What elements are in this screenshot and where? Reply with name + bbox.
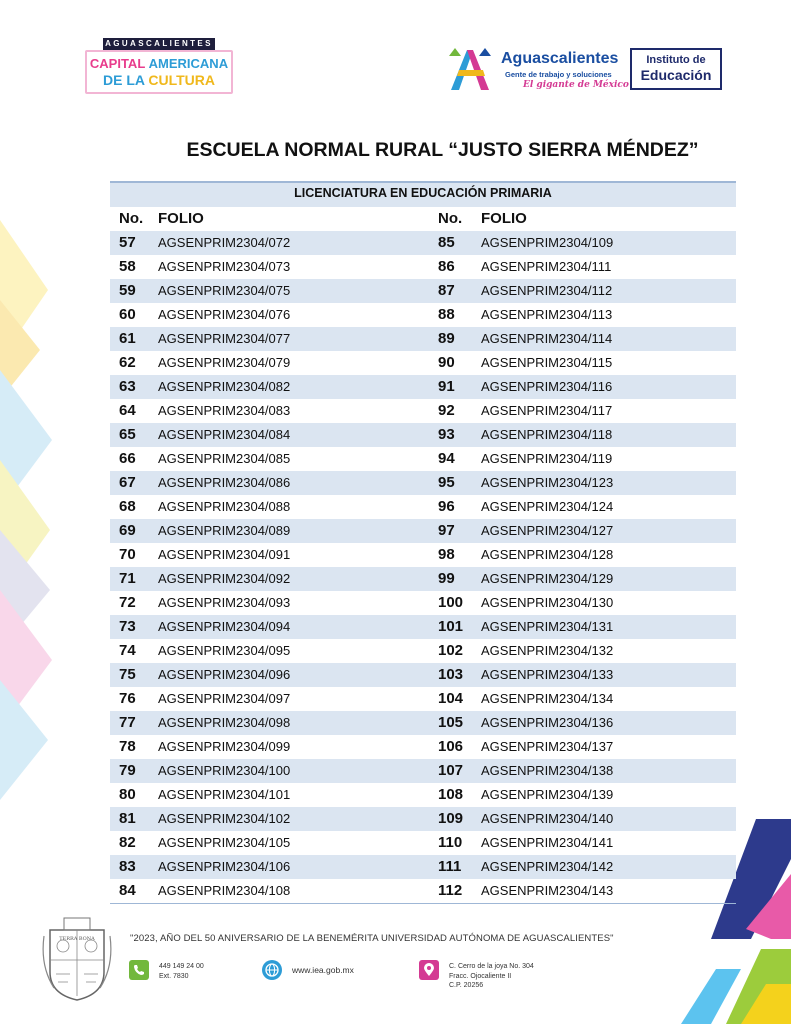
row-no-right: 88: [438, 306, 455, 323]
row-folio-right: AGSENPRIM2304/113: [481, 307, 613, 322]
row-no-left: 78: [119, 738, 136, 755]
table-row: [110, 255, 736, 279]
row-no-right: 106: [438, 738, 464, 755]
col-header-no-2: No.: [438, 210, 463, 227]
capital-logo-box: [85, 50, 233, 94]
aguascalientes-slogan: Gente de trabajo y soluciones: [505, 70, 612, 79]
row-folio-left: AGSENPRIM2304/092: [158, 571, 291, 586]
row-no-left: 73: [119, 618, 136, 635]
row-no-left: 81: [119, 810, 136, 827]
table-row: [110, 423, 736, 447]
row-folio-left: AGSENPRIM2304/072: [158, 235, 291, 250]
table-row: [110, 663, 736, 687]
row-no-right: 92: [438, 402, 455, 419]
row-no-left: 68: [119, 498, 136, 515]
row-no-left: 61: [119, 330, 136, 347]
row-no-right: 102: [438, 642, 464, 659]
capital-line1b: AMERICANA: [148, 56, 229, 71]
iea-line1: Instituto de: [646, 54, 706, 66]
row-no-left: 57: [119, 234, 136, 251]
row-no-left: 82: [119, 834, 136, 851]
row-no-left: 75: [119, 666, 136, 683]
row-folio-left: AGSENPRIM2304/082: [158, 379, 291, 394]
capital-line2b: CULTURA: [148, 72, 215, 88]
school-name: ESCUELA NORMAL RURAL “JUSTO SIERRA MÉNDEZ”: [186, 139, 699, 161]
table-column-headers: [110, 207, 736, 231]
table-row: [110, 807, 736, 831]
aguascalientes-title: Aguascalientes: [501, 50, 619, 67]
row-folio-left: AGSENPRIM2304/094: [158, 619, 291, 634]
row-folio-left: AGSENPRIM2304/077: [158, 331, 291, 346]
row-no-left: 79: [119, 762, 136, 779]
row-no-left: 63: [119, 378, 136, 395]
table-row: [110, 471, 736, 495]
row-folio-right: AGSENPRIM2304/129: [481, 571, 614, 586]
col-header-folio: FOLIO: [158, 210, 204, 227]
row-no-right: 112: [438, 882, 463, 899]
row-folio-right: AGSENPRIM2304/127: [481, 523, 614, 538]
row-folio-right: AGSENPRIM2304/124: [481, 499, 614, 514]
row-folio-left: AGSENPRIM2304/073: [158, 259, 291, 274]
row-folio-left: AGSENPRIM2304/099: [158, 739, 291, 754]
footer-phone: 449 149 24 00: [159, 963, 204, 970]
globe-icon: [262, 960, 282, 980]
row-no-right: 107: [438, 762, 464, 779]
table-row: [110, 639, 736, 663]
row-no-left: 72: [119, 594, 136, 611]
row-folio-right: AGSENPRIM2304/140: [481, 811, 614, 826]
table-row: [110, 447, 736, 471]
table-bottom-border: [110, 903, 736, 904]
seal-terra-bona-text: TERRA BONA: [59, 936, 95, 942]
row-no-right: 109: [438, 810, 464, 827]
state-seal-icon: [40, 916, 114, 1002]
row-folio-right: AGSENPRIM2304/142: [481, 859, 614, 874]
row-folio-left: AGSENPRIM2304/106: [158, 859, 291, 874]
row-folio-left: AGSENPRIM2304/098: [158, 715, 291, 730]
map-pin-icon: [419, 960, 439, 980]
row-no-left: 84: [119, 882, 136, 899]
aguascalientes-government-logo: [447, 46, 627, 96]
table-row: [110, 231, 736, 255]
table-row: [110, 543, 736, 567]
row-folio-right: AGSENPRIM2304/137: [481, 739, 614, 754]
row-folio-left: AGSENPRIM2304/101: [158, 787, 291, 802]
row-folio-left: AGSENPRIM2304/093: [158, 595, 291, 610]
row-folio-left: AGSENPRIM2304/076: [158, 307, 291, 322]
row-no-right: 108: [438, 786, 464, 803]
table-row: [110, 519, 736, 543]
year-motto: "2023, AÑO DEL 50 ANIVERSARIO DE LA BENEMÉRITA UNIVERSIDAD AUTÓNOMA DE AGUASCALIENTES": [130, 933, 614, 944]
row-no-right: 111: [438, 858, 462, 875]
table-row: [110, 831, 736, 855]
row-folio-left: AGSENPRIM2304/086: [158, 475, 291, 490]
table-row: [110, 351, 736, 375]
row-no-left: 66: [119, 450, 136, 467]
row-no-left: 70: [119, 546, 136, 563]
row-folio-left: AGSENPRIM2304/089: [158, 523, 291, 538]
row-folio-right: AGSENPRIM2304/116: [481, 379, 613, 394]
row-no-right: 89: [438, 330, 455, 347]
page-title: [0, 139, 791, 162]
row-no-left: 62: [119, 354, 136, 371]
row-folio-right: AGSENPRIM2304/143: [481, 883, 614, 898]
footer-website-link[interactable]: www.iea.gob.mx: [292, 965, 354, 975]
row-no-left: 69: [119, 522, 136, 539]
footer-address-2: Fracc. Ojocaliente II: [449, 972, 512, 980]
footer-ext: Ext. 7830: [159, 972, 189, 980]
table-row: [110, 495, 736, 519]
row-folio-right: AGSENPRIM2304/130: [481, 595, 614, 610]
instituto-de-educacion-logo: [630, 48, 722, 90]
row-folio-right: AGSENPRIM2304/131: [481, 619, 614, 634]
row-folio-right: AGSENPRIM2304/139: [481, 787, 614, 802]
row-folio-left: AGSENPRIM2304/108: [158, 883, 291, 898]
row-no-left: 64: [119, 402, 136, 419]
row-folio-right: AGSENPRIM2304/132: [481, 643, 614, 658]
table-row: [110, 615, 736, 639]
table-row: [110, 711, 736, 735]
row-folio-left: AGSENPRIM2304/100: [158, 763, 291, 778]
row-folio-left: AGSENPRIM2304/096: [158, 667, 291, 682]
table-row: [110, 279, 736, 303]
row-folio-right: AGSENPRIM2304/115: [481, 355, 613, 370]
decorative-chevrons-left: [0, 200, 60, 820]
row-folio-right: AGSENPRIM2304/118: [481, 427, 613, 442]
table-row: [110, 687, 736, 711]
capital-line1a: CAPITAL: [89, 56, 149, 71]
row-folio-right: AGSENPRIM2304/114: [481, 331, 613, 346]
table-row: [110, 783, 736, 807]
footer-address-1: C. Cerro de la joya No. 304: [449, 963, 534, 970]
row-folio-left: AGSENPRIM2304/088: [158, 499, 291, 514]
row-no-left: 74: [119, 642, 136, 659]
capital-line1: [87, 56, 231, 71]
row-no-left: 65: [119, 426, 136, 443]
row-no-right: 104: [438, 690, 464, 707]
capital-line2a: DE LA: [103, 72, 149, 88]
aguascalientes-a-icon: [447, 46, 493, 92]
row-folio-right: AGSENPRIM2304/128: [481, 547, 614, 562]
row-folio-left: AGSENPRIM2304/095: [158, 643, 291, 658]
row-no-left: 71: [119, 570, 136, 587]
row-folio-left: AGSENPRIM2304/085: [158, 451, 291, 466]
capital-top-label: AGUASCALIENTES: [103, 38, 215, 50]
row-no-right: 85: [438, 234, 455, 251]
row-folio-left: AGSENPRIM2304/079: [158, 355, 291, 370]
table-row: [110, 375, 736, 399]
row-folio-left: AGSENPRIM2304/091: [158, 547, 291, 562]
row-no-right: 105: [438, 714, 464, 731]
table-heading: LICENCIATURA EN EDUCACIÓN PRIMARIA: [110, 181, 736, 207]
row-no-right: 96: [438, 498, 455, 515]
col-header-folio-2: FOLIO: [481, 210, 527, 227]
row-no-right: 110: [438, 834, 463, 851]
row-folio-right: AGSENPRIM2304/123: [481, 475, 614, 490]
row-folio-right: AGSENPRIM2304/109: [481, 235, 614, 250]
row-folio-left: AGSENPRIM2304/083: [158, 403, 291, 418]
row-no-right: 100: [438, 594, 464, 611]
table-row: [110, 879, 736, 903]
row-folio-right: AGSENPRIM2304/133: [481, 667, 614, 682]
table-row: [110, 399, 736, 423]
row-no-left: 67: [119, 474, 136, 491]
row-folio-left: AGSENPRIM2304/075: [158, 283, 291, 298]
row-no-right: 91: [438, 378, 455, 395]
row-no-right: 87: [438, 282, 455, 299]
footer-phone-block: [159, 962, 204, 981]
row-no-left: 58: [119, 258, 136, 275]
phone-icon: [129, 960, 149, 980]
table-row: [110, 327, 736, 351]
row-no-left: 77: [119, 714, 136, 731]
row-no-right: 90: [438, 354, 455, 371]
col-header-no: No.: [119, 210, 144, 227]
row-no-right: 93: [438, 426, 455, 443]
row-folio-right: AGSENPRIM2304/141: [481, 835, 614, 850]
row-folio-left: AGSENPRIM2304/105: [158, 835, 291, 850]
row-no-left: 59: [119, 282, 136, 299]
row-no-right: 99: [438, 570, 455, 587]
row-folio-right: AGSENPRIM2304/138: [481, 763, 614, 778]
row-folio-right: AGSENPRIM2304/119: [481, 451, 613, 466]
capital-americana-cultura-logo: [85, 38, 233, 94]
footer-address-block: [449, 962, 534, 991]
row-no-right: 97: [438, 522, 455, 539]
iea-line2: Educación: [640, 67, 712, 83]
row-no-right: 94: [438, 450, 455, 467]
row-no-right: 103: [438, 666, 464, 683]
table-row: [110, 591, 736, 615]
row-folio-right: AGSENPRIM2304/112: [481, 283, 613, 298]
row-folio-right: AGSENPRIM2304/134: [481, 691, 614, 706]
row-no-right: 98: [438, 546, 455, 563]
table-body: [110, 231, 736, 903]
row-folio-right: AGSENPRIM2304/117: [481, 403, 613, 418]
row-folio-left: AGSENPRIM2304/097: [158, 691, 291, 706]
table-row: [110, 735, 736, 759]
footer-address-3: C.P. 20256: [449, 982, 484, 989]
row-folio-right: AGSENPRIM2304/136: [481, 715, 614, 730]
table-row: [110, 303, 736, 327]
table-row: [110, 855, 736, 879]
row-no-left: 80: [119, 786, 136, 803]
table-row: [110, 567, 736, 591]
aguascalientes-giant-tagline: El gigante de México: [523, 80, 629, 90]
row-no-right: 101: [438, 618, 464, 635]
table-row: [110, 759, 736, 783]
capital-line2: [87, 72, 231, 88]
row-folio-left: AGSENPRIM2304/102: [158, 811, 291, 826]
row-no-right: 86: [438, 258, 455, 275]
row-folio-right: AGSENPRIM2304/111: [481, 259, 612, 274]
row-no-left: 83: [119, 858, 136, 875]
folio-table: [110, 181, 736, 904]
row-no-left: 60: [119, 306, 136, 323]
row-no-right: 95: [438, 474, 455, 491]
row-no-left: 76: [119, 690, 136, 707]
row-folio-left: AGSENPRIM2304/084: [158, 427, 291, 442]
